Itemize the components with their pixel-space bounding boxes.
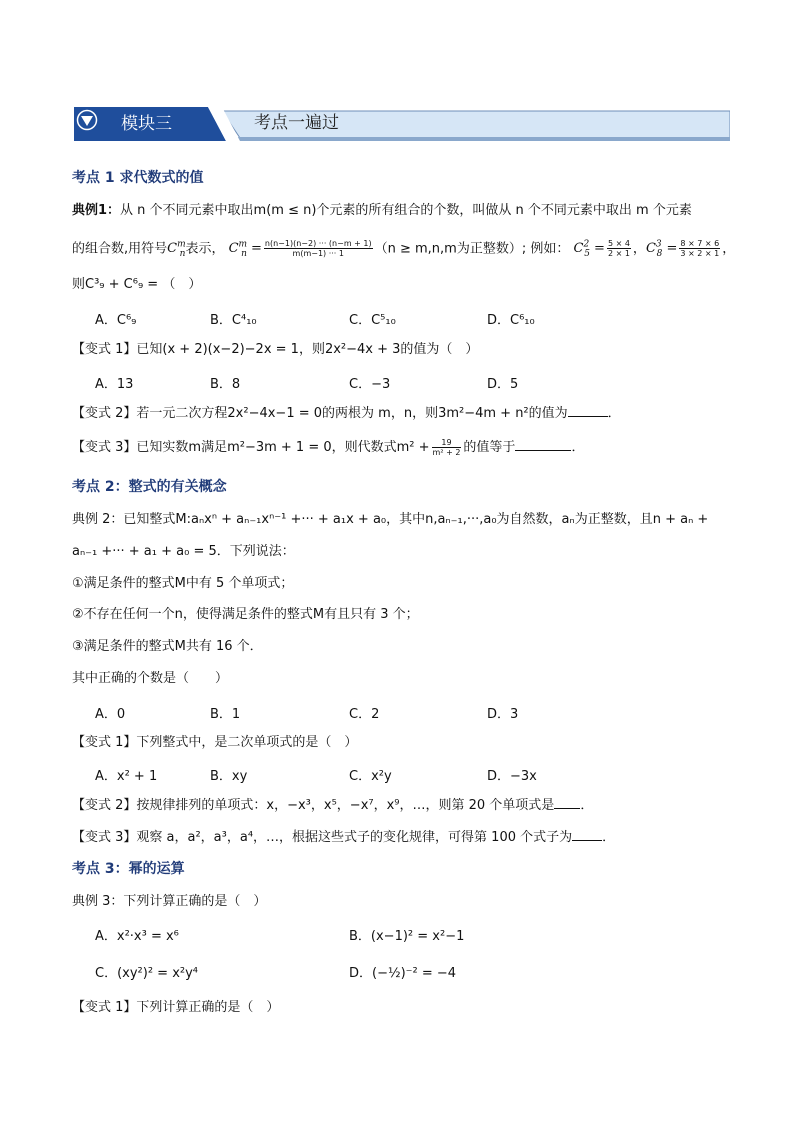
section-3-title: 考点 3：幂的运算: [72, 861, 185, 877]
answer-blank: [568, 416, 608, 417]
answer-blank: [554, 808, 580, 809]
example-3-text: 典例 3：下列计算正确的是（ ）: [72, 894, 267, 909]
s2-variant-1: 【变式 1】下列整式中，是二次单项式的是（ ）: [72, 735, 358, 750]
example-1-text-2a: 的组合数,用符号: [72, 241, 168, 257]
s3-variant-1: 【变式 1】下列计算正确的是（ ）: [72, 1000, 280, 1015]
s1-option-c: C．C⁵₁₀: [349, 313, 396, 328]
example-2-line-2: aₙ₋₁ +··· + a₁ + a₀ = 5．下列说法：: [72, 544, 295, 559]
example-2-item-2: ②不存在任何一个n，使得满足条件的整式M有且只有 3 个；: [72, 607, 419, 622]
example-2-line-1: 典例 2：已知整式M:aₙxⁿ + aₙ₋₁xⁿ⁻¹ +··· + a₁x + a₀，其中n,aₙ₋₁,···,a₀为自然数，aₙ为正整数，且n + aₙ +: [72, 512, 709, 527]
s2-option-d: D．3: [487, 707, 519, 722]
s2-variant-2: 【变式 2】按规律排列的单项式：x，−x³，x⁵，−x⁷，x⁹，…，则第 20 个单项式是 ．: [72, 798, 594, 813]
module-tag: 模块三: [121, 114, 172, 134]
s2-option-b: B．1: [210, 707, 241, 722]
s1-variant-2: 【变式 2】若一元二次方程2x²−4x−1 = 0的两根为 m，n，则3m²−4m + n²的值为 ．: [72, 406, 621, 421]
s2-variant-3-text: 【变式 3】观察 a，a²，a³，a⁴，…，根据这些式子的变化规律，可得第 100 个式子为: [72, 830, 573, 845]
s1-variant-2-text: 【变式 2】若一元二次方程2x²−4x−1 = 0的两根为 m，n，则3m²−4m + n²的值为: [72, 406, 568, 421]
s1-v1-option-c: C．−3: [349, 377, 391, 392]
module-title: 考点一遍过: [254, 113, 339, 133]
s1-option-a: A．C⁶₉: [95, 313, 137, 328]
s3-option-b: B．(x−1)² = x²−1: [349, 929, 465, 944]
section-1-title: 考点 1 求代数式的值: [72, 170, 204, 186]
example-fraction-2: $\frac{8 \times 7 \times 6}{3 \times 2 \times 1}$: [680, 239, 720, 259]
example-1-text-1: 从 n 个不同元素中取出m(m ≤ n)个元素的所有组合的个数，叫做从 n 个不同元素中取出 m 个元素: [120, 203, 692, 218]
combination-formula: $\frac{n(n-1)(n-2) \cdot\cdot\cdot (n-m + 1)}{m(m-1) \cdot\cdot\cdot 1}$: [264, 239, 372, 259]
s2-v1-option-b: B．xy: [210, 769, 248, 784]
answer-blank: [515, 450, 571, 451]
example-1-line-1: [72, 202, 692, 220]
s2-v1-option-a: A．x² + 1: [95, 769, 158, 784]
section-2-title: 考点 2：整式的有关概念: [72, 479, 227, 495]
module-banner: [74, 107, 730, 141]
s2-variant-2-text: 【变式 2】按规律排列的单项式：x，−x³，x⁵，−x⁷，x⁹，…，则第 20 个单项式是: [72, 798, 555, 813]
s3-option-a: A．x²·x³ = x⁶: [95, 929, 179, 944]
s1-variant-3: 【变式 3】已知实数m满足m²−3m + 1 = 0，则代数式m² + $\frac{19}{\text{m² + 2}}$ 的值等于 ．: [72, 438, 585, 457]
s1-option-b: B．C⁴₁₀: [210, 313, 257, 328]
s3-option-c: C．(xy²)² = x²y⁴: [95, 966, 198, 981]
s1-v1-option-a: A．13: [95, 377, 134, 392]
example-2-item-1: ①满足条件的整式M中有 5 个单项式；: [72, 576, 294, 591]
s1-v1-option-b: B．8: [210, 377, 241, 392]
example-fraction-1: $\frac{5 \times 4}{2 \times 1}$: [607, 239, 630, 259]
example-1-line-2: 的组合数,用符号$C^m_n$表示， $C^m_n$ = $\frac{n(n-1)(n-2) \cdot\cdot\cdot (n-m + 1)}{m(m-1) \cdot\cdot\cdot 1}$ （n ≥ m,n,m为正整数）; 例如： $C^2_5$ = $\frac{5 \times 4}{2 \times 1}$ ，$C^3_8$ = $\frac{8 \times 7 \times 6}{3 \times 2 \times 1}$ ，: [72, 239, 736, 259]
s1-v1-option-d: D．5: [487, 377, 519, 392]
s2-option-a: A．0: [95, 707, 126, 722]
chevron-down-icon: [74, 107, 100, 133]
example-1-label: 典例1：: [72, 203, 121, 218]
s2-option-c: C．2: [349, 707, 380, 722]
example-2-question: 其中正确的个数是（ ）: [72, 671, 229, 686]
answer-blank: [572, 840, 602, 841]
example-1-text-2b: 表示，: [185, 241, 225, 257]
s2-variant-3: 【变式 3】观察 a，a²，a³，a⁴，…，根据这些式子的变化规律，可得第 100 个式子为 ．: [72, 830, 616, 845]
s1-variant-3-fraction: $\frac{19}{\text{m² + 2}}$: [432, 438, 461, 457]
s2-v1-option-c: C．x²y: [349, 769, 392, 784]
s1-variant-3-text-b: 的值等于: [463, 440, 516, 455]
s1-variant-3-text-a: 【变式 3】已知实数m满足m²−3m + 1 = 0，则代数式m² +: [72, 440, 430, 455]
s1-option-d: D．C⁶₁₀: [487, 313, 535, 328]
example-2-item-3: ③满足条件的整式M共有 16 个．: [72, 639, 263, 654]
s1-variant-1: 【变式 1】已知(x + 2)(x−2)−2x = 1，则2x²−4x + 3的值为（ ）: [72, 342, 479, 357]
s2-v1-option-d: D．−3x: [487, 769, 537, 784]
example-1-line-3: 则C³₉ + C⁶₉ = （ ）: [72, 277, 202, 292]
s3-option-d: D．(−½)⁻² = −4: [349, 966, 457, 981]
example-1-text-2c: （n ≥ m,n,m为正整数）; 例如：: [374, 241, 570, 257]
